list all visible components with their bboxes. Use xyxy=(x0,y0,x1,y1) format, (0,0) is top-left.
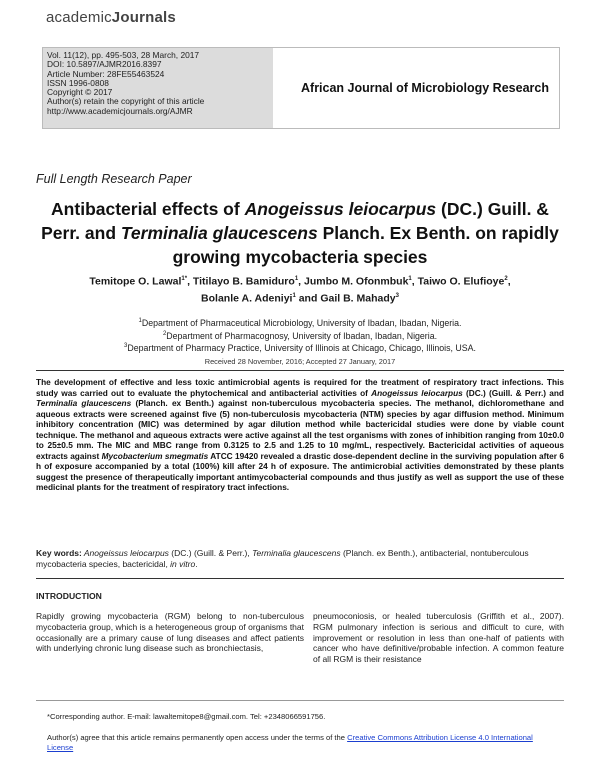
author: Titilayo B. Bamiduro xyxy=(192,275,295,288)
license-link[interactable]: Creative Commons Attribution License 4.0 International License xyxy=(47,733,533,752)
publisher-logo: academicJournals xyxy=(46,9,176,26)
keywords-bottom-rule xyxy=(36,578,564,579)
author-list: Temitope O. Lawal$^{1*}$, Titilayo B. Bamiduro$^1$, Jumbo M. Ofonmbuk$^1$, Taiwo O. Elufioye$^2$, Bolanle A. Adeniyi$^1$ and Gail B. Mahady$^3$ xyxy=(89,275,511,304)
intro-column-right: pneumoconiosis, or healed tuberculosis (Griffith et al., 2007). RGM pulmonary infection is serious and difficult to cure, with improvement or resolution in less than one-half of patients with cancer who have definitive/probable infection. A common feature of all RGM is their resistance xyxy=(313,611,564,665)
article-meta xyxy=(47,51,204,116)
journal-header xyxy=(42,47,560,129)
license-note: Author(s) agree that this article remains permanently open access under the terms of the Creative Commons Attribution License 4.0 International License xyxy=(47,733,533,752)
affiliations xyxy=(40,316,560,354)
footnote-rule xyxy=(36,700,564,701)
meta-copyright: Copyright © 2017 xyxy=(47,87,113,98)
abstract-top-rule xyxy=(36,370,564,371)
corresponding-author-note: *Corresponding author. E-mail: lawaltemitope8@gmail.com. Tel: +2348066591756. xyxy=(47,712,326,721)
meta-volume: Vol. 11(12), pp. 495-503, 28 March, 2017 xyxy=(47,50,200,60)
meta-issn: ISSN 1996-0808 xyxy=(47,77,109,88)
keywords: Key words: Anogeissus leiocarpus (DC.) (Guill. & Perr.), Terminalia glaucescens (Planch. ex Benth.), antibacterial, nontuberculous mycobacteria species, bactericidal, in vitro. xyxy=(36,548,529,569)
author: Taiwo O. Elufioye xyxy=(417,275,505,288)
author: Temitope O. Lawal xyxy=(89,275,182,288)
keywords-label: Key words: xyxy=(36,548,82,558)
section-heading-introduction: INTRODUCTION xyxy=(36,591,102,601)
abstract: The development of effective and less toxic antimicrobial agents is required for the treatment of respiratory tract infections. This study was carried out to evaluate the phytochemical and antibacterial activities of Anogeissus leiocarpus (DC.) (Guill. & Perr.) and Terminalia glaucescens (Planch. ex Benth.) against non-tuberculous mycobacteria species. The methanol, dichloromethane and aqueous extracts were screened against five (5) non-tuberculosis mycobacteria (NTM) species by agar diffusion method. Minimum inhibitory concentration (MIC) was determined by agar dilution method while bactericidal studies were done by viable count technique. The methanol and aqueous extracts were active against all the test organisms with zones of inhibition ranging from 10±0.0 to 25±0.5 mm. The MIC and MBC range from 0.3125 to 2.5 and 1.25 to 10 mg/mL, respectively. Bactericidal activities of aqueous extracts against Mycobacterium smegmatis ATCC 19420 revealed a drastic dose-dependent decline in the surviving population after 6 h of exposure accompanied by a total (100%) kill after 24 h of exposure. The antimicrobial activities demonstrated by these plants suggest the presence of therapeutically important antimycobacterial compounds and thus justify as well as support the use of these medicinal plants for the treatment of respiratory tract infections. xyxy=(36,377,565,493)
journal-name: African Journal of Microbiology Research xyxy=(301,81,549,95)
author: Gail B. Mahady xyxy=(320,292,396,304)
article-meta-panel xyxy=(43,48,273,128)
meta-doi: DOI: 10.5897/AJMR2016.8397 xyxy=(47,59,162,70)
affiliation: $^2$Department of Pharmacognosy, University of Ibadan, Ibadan, Nigeria. xyxy=(162,330,438,341)
meta-url[interactable]: http://www.academicjournals.org/AJMR xyxy=(47,105,193,116)
affiliation: $^3$Department of Pharmacy Practice, University of Illinois at Chicago, Chicago, Illinois, USA. xyxy=(124,342,476,353)
meta-rights: Author(s) retain the copyright of this article xyxy=(47,96,205,107)
author: Bolanle A. Adeniyi xyxy=(201,292,293,304)
affiliation: $^1$Department of Pharmaceutical Microbiology, University of Ibadan, Ibadan, Nigeria. xyxy=(138,317,462,328)
paper-type: Full Length Research Paper xyxy=(36,172,192,186)
meta-article-number: Article Number: 28FE55463524 xyxy=(47,68,165,79)
intro-column-left: Rapidly growing mycobacteria (RGM) belong to non-tuberculous mycobacteria group, which is a heterogeneous group of organisms that occasionally are a primary cause of lung diseases and affect patients with underlying chronic lung disease such as bronchiectasis, xyxy=(36,611,304,654)
paper-title: Antibacterial effects of Anogeissus leiocarpus (DC.) Guill. & Perr. and Terminalia glaucescens Planch. Ex Benth. on rapidly growing mycobacteria species xyxy=(41,199,559,267)
received-dates: Received 28 November, 2016; Accepted 27 January, 2017 xyxy=(204,357,396,366)
author: Jumbo M. Ofonmbuk xyxy=(304,275,409,288)
